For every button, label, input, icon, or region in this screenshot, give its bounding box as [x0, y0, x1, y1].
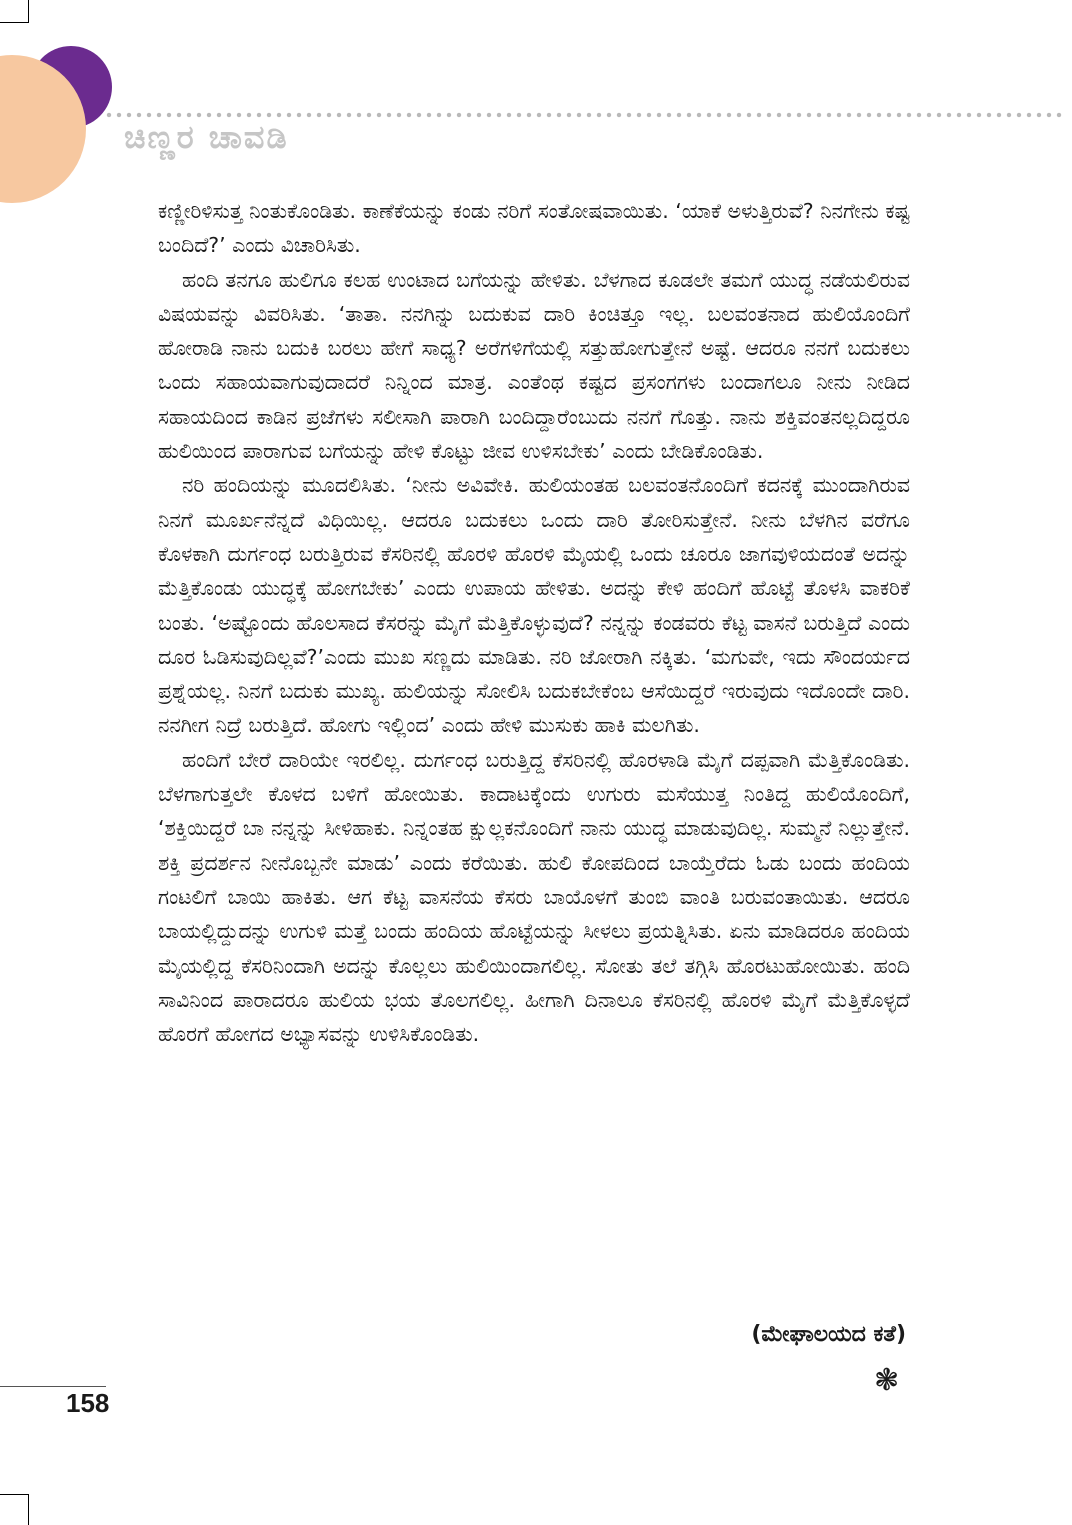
crop-mark-bottom [0, 1494, 29, 1525]
page-number: 158 [66, 1388, 110, 1418]
paragraph: ನರಿ ಹಂದಿಯನ್ನು ಮೂದಲಿಸಿತು. ‘ನೀನು ಅವಿವೇಕಿ. ಹುಲಿಯಂತಹ ಬಲವಂತನೊಂದಿಗೆ ಕದನಕ್ಕೆ ಮುಂದಾಗಿರುವ ನಿನಗೆ ಮೂರ್ಖನೆನ್ನದೆ ವಿಧಿಯಿಲ್ಲ. ಆದರೂ ಬದುಕಲು ಒಂದು ದಾರಿ ತೋರಿಸುತ್ತೇನೆ. ನೀನು ಬೆಳಗಿನ ವರೆಗೂ ಕೊಳಕಾಗಿ ದುರ್ಗಂಧ ಬರುತ್ತಿರುವ ಕೆಸರಿನಲ್ಲಿ ಹೊರಳಿ ಹೊರಳಿ ಮೈಯಲ್ಲಿ ಒಂದು ಚೂರೂ ಜಾಗವುಳಿಯದಂತೆ ಅದನ್ನು ಮೆತ್ತಿಕೊಂಡು ಯುದ್ಧಕ್ಕೆ ಹೋಗಬೇಕು’ ಎಂದು ಉಪಾಯ ಹೇಳಿತು. ಅದನ್ನು ಕೇಳಿ ಹಂದಿಗೆ ಹೊಟ್ಟೆ ತೊಳಸಿ ವಾಕರಿಕೆ ಬಂತು. ‘ಅಷ್ಟೊಂದು ಹೊಲಸಾದ ಕೆಸರನ್ನು ಮೈಗೆ ಮೆತ್ತಿಕೊಳ್ಳುವುದೆ? ನನ್ನನ್ನು ಕಂಡವರು ಕೆಟ್ಟ ವಾಸನೆ ಬರುತ್ತಿದೆ ಎಂದು ದೂರ ಓಡಿಸುವುದಿಲ್ಲವೆ?’ಎಂದು ಮುಖ ಸಣ್ಣದು ಮಾಡಿತು. ನರಿ ಜೋರಾಗಿ ನಕ್ಕಿತು. ‘ಮಗುವೇ, ಇದು ಸೌಂದರ್ಯದ ಪ್ರಶ್ನೆಯಲ್ಲ. ನಿನಗೆ ಬದುಕು ಮುಖ್ಯ. ಹುಲಿಯನ್ನು ಸೋಲಿಸಿ ಬದುಕಬೇಕೆಂಬ ಆಸೆಯಿದ್ದರೆ ಇರುವುದು ಇದೊಂದೇ ದಾರಿ. ನನಗೀಗ ನಿದ್ರೆ ಬರುತ್ತಿದೆ. ಹೋಗು ಇಲ್ಲಿಂದ’ ಎಂದು ಹೇಳಿ ಮುಸುಕು ಹಾಕಿ ಮಲಗಿತು. [158, 473, 910, 738]
paragraph: ಹಂದಿಗೆ ಬೇರೆ ದಾರಿಯೇ ಇರಲಿಲ್ಲ. ದುರ್ಗಂಧ ಬರುತ್ತಿದ್ದ ಕೆಸರಿನಲ್ಲಿ ಹೊರಳಾಡಿ ಮೈಗೆ ದಪ್ಪವಾಗಿ ಮೆತ್ತಿಕೊಂಡಿತು. ಬೆಳಗಾಗುತ್ತಲೇ ಕೊಳದ ಬಳಿಗೆ ಹೋಯಿತು. ಕಾದಾಟಕ್ಕೆಂದು ಉಗುರು ಮಸೆಯುತ್ತ ನಿಂತಿದ್ದ ಹುಲಿಯೊಂದಿಗೆ, ‘ಶಕ್ತಿಯಿದ್ದರೆ ಬಾ ನನ್ನನ್ನು ಸೀಳಿಹಾಕು. ನಿನ್ನಂತಹ ಕ್ಷುಲ್ಲಕನೊಂದಿಗೆ ನಾನು ಯುದ್ಧ ಮಾಡುವುದಿಲ್ಲ. ಸುಮ್ಮನೆ ನಿಲ್ಲುತ್ತೇನೆ. ಶಕ್ತಿ ಪ್ರದರ್ಶನ ನೀನೊಬ್ಬನೇ ಮಾಡು’ ಎಂದು ಕರೆಯಿತು. ಹುಲಿ ಕೋಪದಿಂದ ಬಾಯ್ತೆರೆದು ಓಡು ಬಂದು ಹಂದಿಯ ಗಂಟಲಿಗೆ ಬಾಯಿ ಹಾಕಿತು. ಆಗ ಕೆಟ್ಟ ವಾಸನೆಯ ಕೆಸರು ಬಾಯೊಳಗೆ ತುಂಬಿ ವಾಂತಿ ಬರುವಂತಾಯಿತು. ಆದರೂ ಬಾಯಲ್ಲಿದ್ದುದನ್ನು ಉಗುಳಿ ಮತ್ತೆ ಬಂದು ಹಂದಿಯ ಹೊಟ್ಟೆಯನ್ನು ಸೀಳಲು ಪ್ರಯತ್ನಿಸಿತು. ಏನು ಮಾಡಿದರೂ ಹಂದಿಯ ಮೈಯಲ್ಲಿದ್ದ ಕೆಸರಿನಿಂದಾಗಿ ಅದನ್ನು ಕೊಲ್ಲಲು ಹುಲಿಯಿಂದಾಗಲಿಲ್ಲ. ಸೋತು ತಲೆ ತಗ್ಗಿಸಿ ಹೊರಟುಹೋಯಿತು. ಹಂದಿ ಸಾವಿನಿಂದ ಪಾರಾದರೂ ಹುಲಿಯ ಭಯ ತೊಲಗಲಿಲ್ಲ. ಹೀಗಾಗಿ ದಿನಾಲೂ ಕೆಸರಿನಲ್ಲಿ ಹೊರಳಿ ಮೈಗೆ ಮೆತ್ತಿಕೊಳ್ಳದೆ ಹೊರಗೆ ಹೋಗದ ಅಭ್ಯಾಸವನ್ನು ಉಳಿಸಿಕೊಂಡಿತು. [158, 747, 910, 1047]
story-body [158, 194, 910, 1051]
flower-ornament-icon: ❃ [874, 1363, 900, 1398]
footer-rule [0, 1386, 106, 1387]
section-title: ಚಿಣ್ಣರ ಚಾವಡಿ [124, 118, 289, 156]
paragraph: ಹಂದಿ ತನಗೂ ಹುಲಿಗೂ ಕಲಹ ಉಂಟಾದ ಬಗೆಯನ್ನು ಹೇಳಿತು. ಬೆಳಗಾದ ಕೂಡಲೇ ತಮಗೆ ಯುದ್ಧ ನಡೆಯಲಿರುವ ವಿಷಯವನ್ನು ವಿವರಿಸಿತು. ‘ತಾತಾ. ನನಗಿನ್ನು ಬದುಕುವ ದಾರಿ ಕಿಂಚಿತ್ತೂ ಇಲ್ಲ. ಬಲವಂತನಾದ ಹುಲಿಯೊಂದಿಗೆ ಹೋರಾಡಿ ನಾನು ಬದುಕಿ ಬರಲು ಹೇಗೆ ಸಾಧ್ಯ? ಅರೆಗಳಿಗೆಯಲ್ಲಿ ಸತ್ತುಹೋಗುತ್ತೇನೆ ಅಷ್ಟೆ. ಆದರೂ ನನಗೆ ಬದುಕಲು ಒಂದು ಸಹಾಯವಾಗುವುದಾದರೆ ನಿನ್ನಿಂದ ಮಾತ್ರ. ಎಂತೆಂಥ ಕಷ್ಟದ ಪ್ರಸಂಗಗಳು ಬಂದಾಗಲೂ ನೀನು ನೀಡಿದ ಸಹಾಯದಿಂದ ಕಾಡಿನ ಪ್ರಜೆಗಳು ಸಲೀಸಾಗಿ ಪಾರಾಗಿ ಬಂದಿದ್ದಾರೆಂಬುದು ನನಗೆ ಗೊತ್ತು. ನಾನು ಶಕ್ತಿವಂತನಲ್ಲದಿದ್ದರೂ ಹುಲಿಯಿಂದ ಪಾರಾಗುವ ಬಗೆಯನ್ನು ಹೇಳಿ ಕೊಟ್ಟು ಜೀವ ಉಳಿಸಬೇಕು’ ಎಂದು ಬೇಡಿಕೊಂಡಿತು. [158, 267, 910, 464]
paragraph: ಕಣ್ಣೀರಿಳಿಸುತ್ತ ನಿಂತುಕೊಂಡಿತು. ಕಾಣೆಕೆಯನ್ನು ಕಂಡು ನರಿಗೆ ಸಂತೋಷವಾಯಿತು. ‘ಯಾಕೆ ಅಳುತ್ತಿರುವೆ? ನಿನಗೇನು ಕಷ್ಟ ಬಂದಿದೆ?’ ಎಂದು ವಿಚಾರಿಸಿತು. [158, 199, 910, 258]
crop-mark-top [0, 0, 29, 23]
story-source: (ಮೇಘಾಲಯದ ಕತೆ) [751, 1322, 906, 1347]
